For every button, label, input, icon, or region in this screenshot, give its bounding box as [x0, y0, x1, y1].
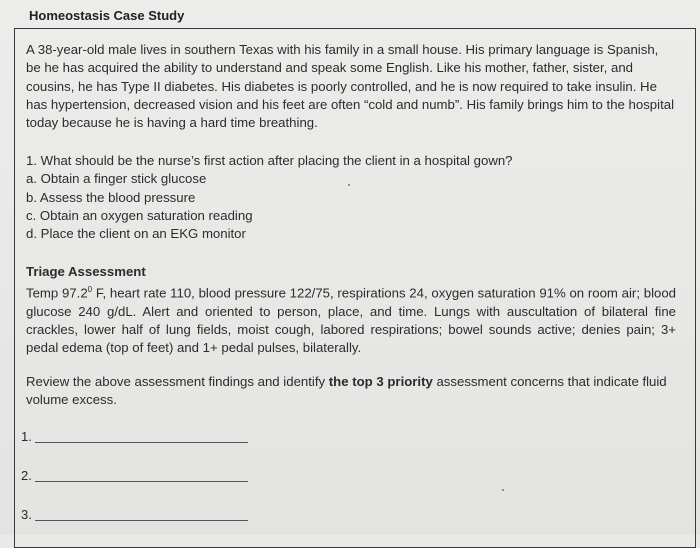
question-1 — [26, 152, 676, 243]
option-a: a. Obtain a finger stick glucose — [26, 171, 207, 187]
answer-blank-1[interactable] — [21, 429, 35, 444]
option-c: c. Obtain an oxygen saturation reading — [26, 207, 253, 223]
option-d: d. Place the client on an EKG monitor — [26, 226, 246, 242]
scan-speck — [502, 489, 504, 491]
answer-line — [35, 481, 248, 482]
answer-blank-2[interactable] — [21, 468, 35, 483]
answer-number: 2. — [21, 468, 32, 483]
answer-line — [35, 520, 248, 521]
triage-heading: Triage Assessment — [26, 264, 146, 279]
review-text-end: assessment concerns that indicate fluid volume excess. — [26, 374, 667, 408]
answer-number: 1. — [21, 429, 32, 444]
triage-temp-superscript: 0 — [87, 285, 93, 294]
triage-assessment-text — [26, 281, 676, 358]
answer-line — [35, 442, 248, 443]
answer-blank-3[interactable] — [21, 507, 35, 522]
triage-temp-prefix: Temp 97.2 — [26, 285, 88, 301]
review-text-start: Review the above assessment findings and identify — [26, 374, 329, 389]
question-stem: 1. What should be the nurse’s first action after placing the client in a hospital gown? — [26, 153, 513, 168]
option-b: b. Assess the blood pressure — [26, 189, 196, 205]
triage-body: F, heart rate 110, blood pressure 122/75, respirations 24, oxygen saturation 91% on room air; blood glucose 240 g/dL. Alert and oriented to person, place, and time. Lungs with auscultation of bilateral fine crackles, lower half of lung fields, moist cough, labored respirations; bowel sounds active; denies pain; 3+ pedal edema (top of feet) and 1+ pedal pulses, bilaterally. — [26, 285, 677, 356]
document-title: Homeostasis Case Study — [29, 8, 185, 23]
scan-speck — [348, 184, 350, 186]
answer-number: 3. — [21, 507, 32, 522]
review-emphasis: the top 3 priority — [328, 374, 433, 389]
review-instructions — [26, 373, 676, 410]
case-intro-paragraph: A 38-year-old male lives in southern Texas with his family in a small house. His primary language is Spanish, be he has acquired the ability to understand and speak some English. Like his mother, father, sister, and cousins, he has Type II diabetes. His diabetes is poorly controlled, and he is now required to take insulin. He has hypertension, decreased vision and his feet are often “cold and numb”. His family brings him to the hospital today because he is having a hard time breathing. — [26, 42, 675, 131]
